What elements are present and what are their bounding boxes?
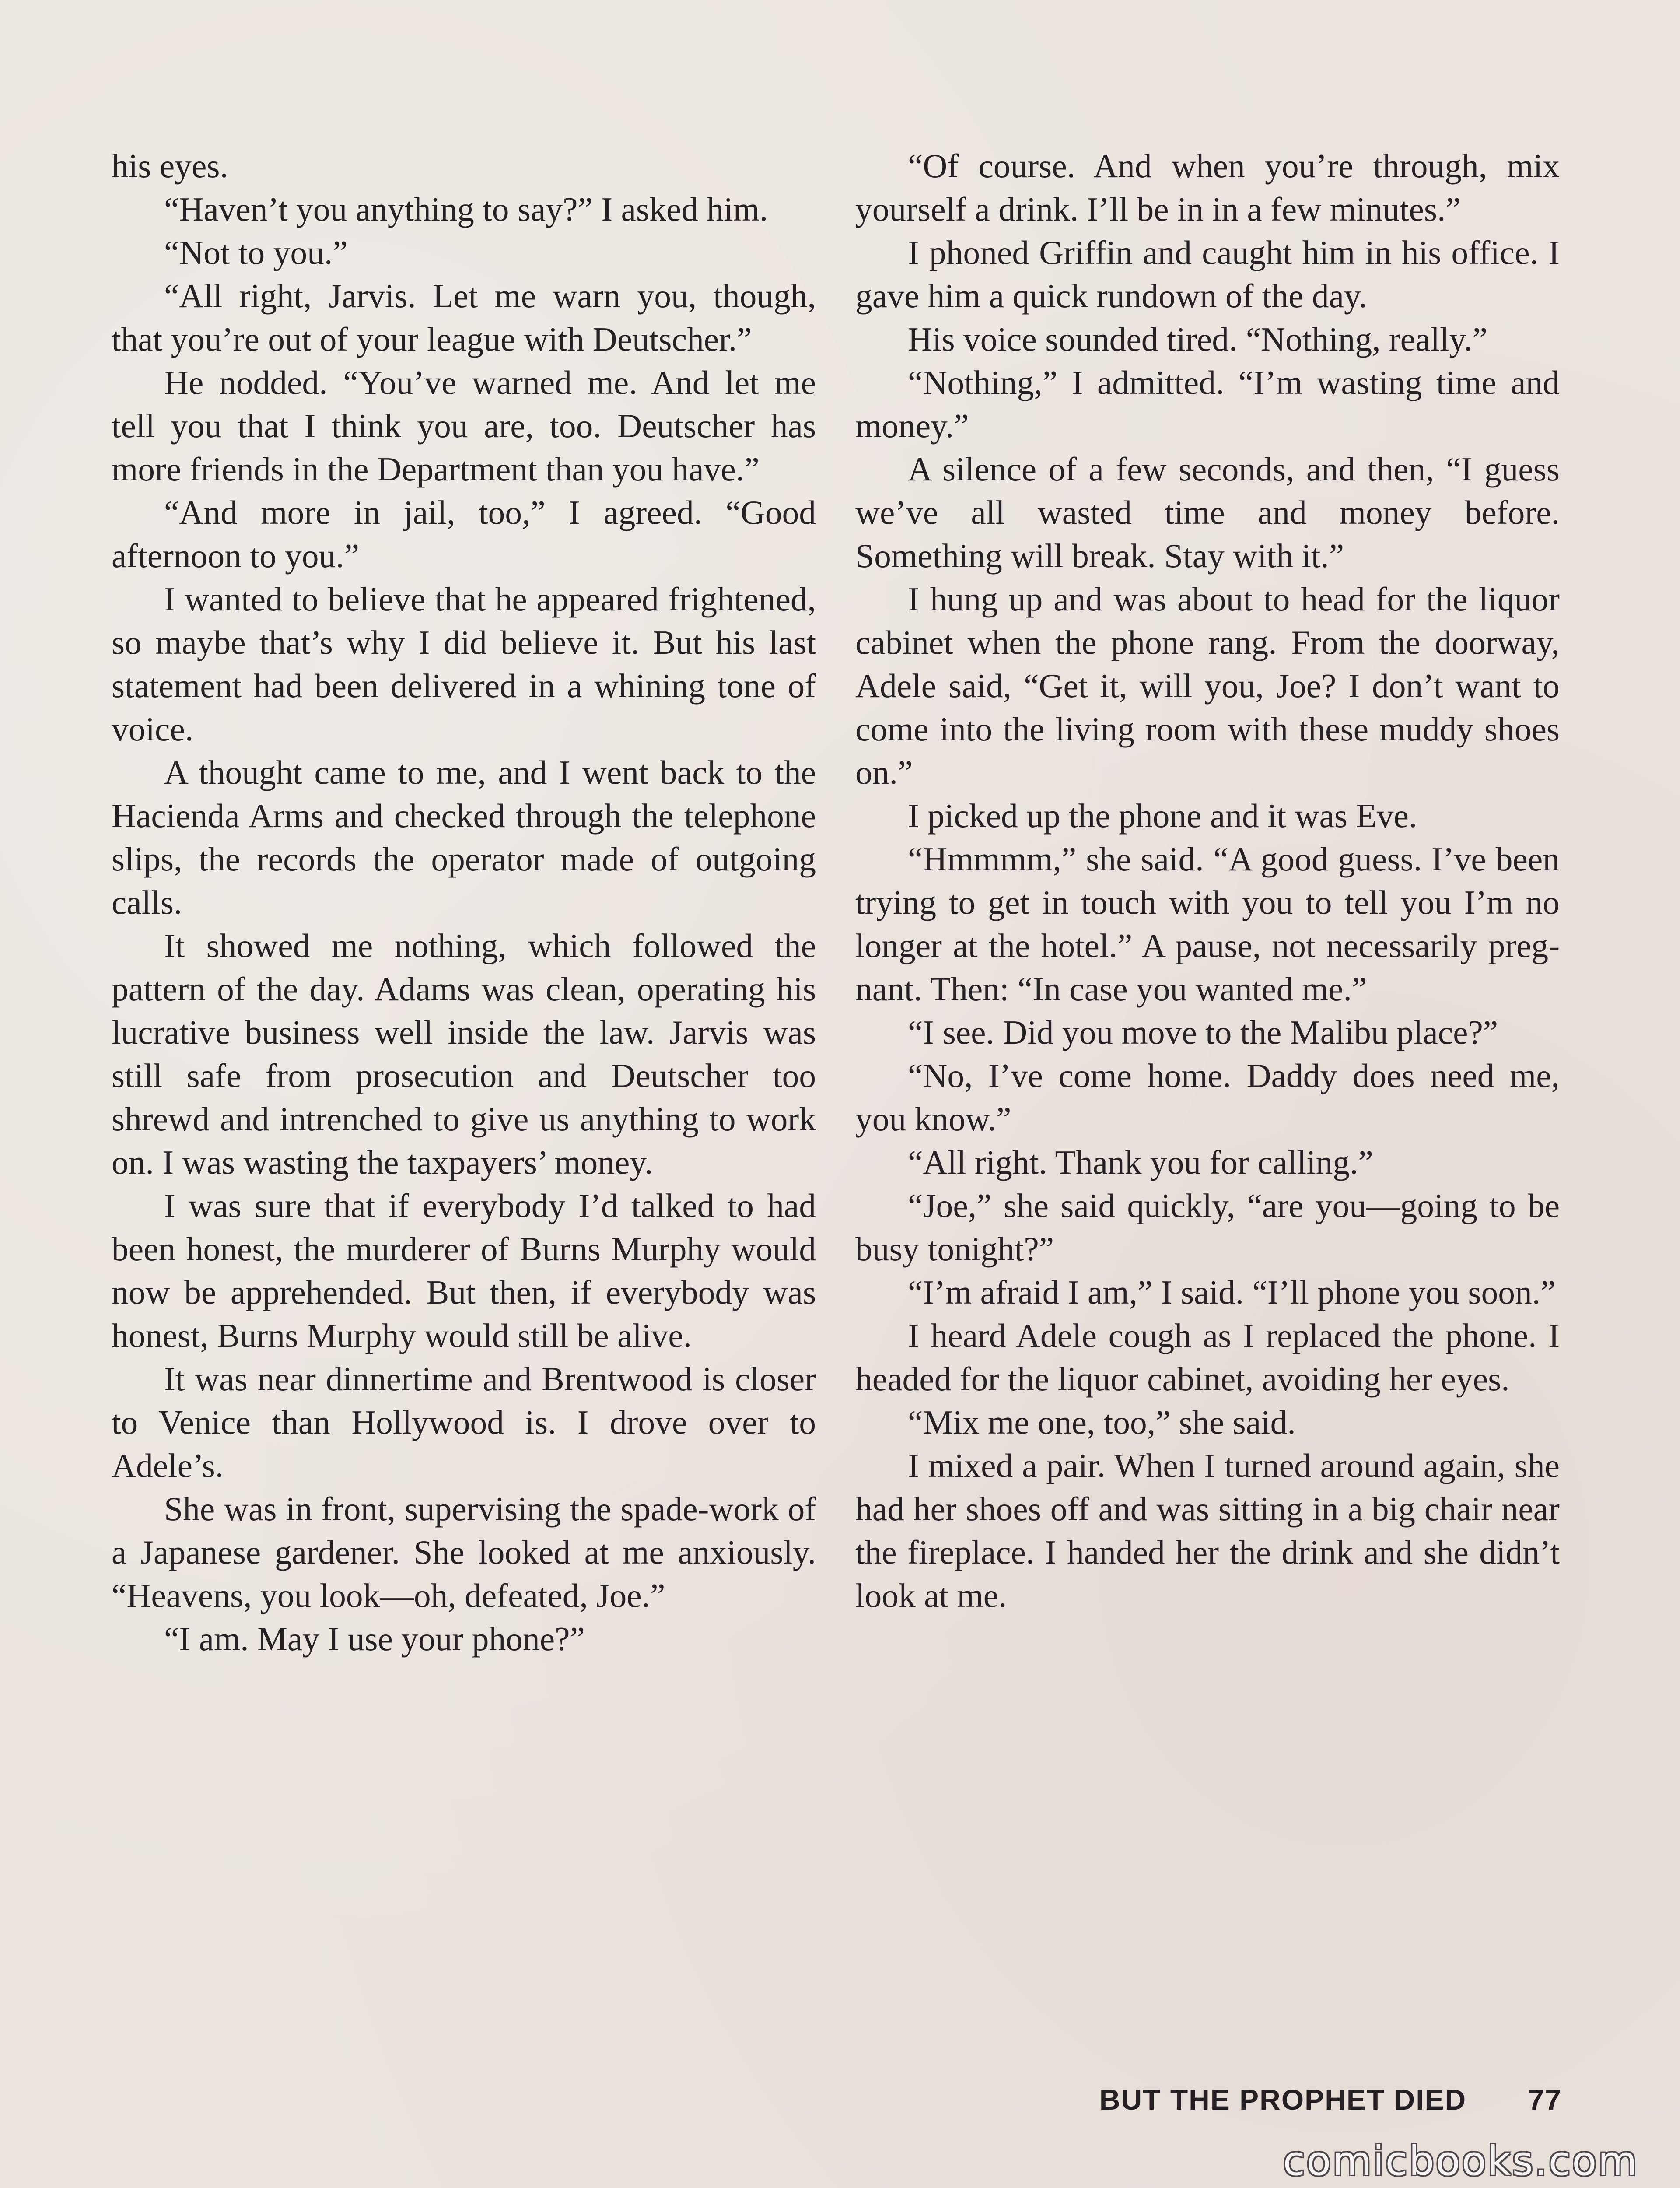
paragraph: “Nothing,” I admitted. “I’m wasting time and money.” bbox=[855, 364, 1560, 445]
paragraph: “All right, Jarvis. Let me warn you, though, that you’re out of your league with Deutscher.” bbox=[112, 277, 816, 358]
paragraph: “I see. Did you move to the Malibu place?” bbox=[908, 1013, 1498, 1051]
paragraph: “Of course. And when you’re through, mix yourself a drink. I’ll be in in a few minutes.” bbox=[855, 147, 1560, 228]
paragraph: “I’m afraid I am,” I said. “I’ll phone you soon.” bbox=[908, 1273, 1556, 1311]
paragraph: I mixed a pair. When I turned around again, she had her shoes off and was sitting in a big chair near the fireplace. I handed her the drink and she didn’t look at me. bbox=[855, 1447, 1560, 1614]
paragraph: I heard Adele cough as I replaced the phone. I headed for the liquor cabinet, avoiding her eyes. bbox=[855, 1317, 1560, 1398]
paragraph: I was sure that if everybody I’d talked to had been honest, the murderer of Burns Murphy would now be apprehended. But then, if everybody was honest, Burns Murphy would still be alive. bbox=[112, 1187, 816, 1354]
paragraph: It showed me nothing, which followed the pattern of the day. Adams was clean, operating his lucrative business well inside the law. Jarvis was still safe from prosecution and Deutscher too shrewd and intrenched to give us anything to work on. I was wasting the taxpayers’ money. bbox=[112, 927, 816, 1181]
paragraph: his eyes. bbox=[112, 147, 228, 185]
paragraph: “I am. May I use your phone?” bbox=[164, 1620, 585, 1658]
paragraph: I picked up the phone and it was Eve. bbox=[908, 797, 1418, 835]
paragraph: She was in front, supervising the spade-work of a Japanese gardener. She looked at me anxiously. “Heavens, you look—oh, defeated, Joe.” bbox=[112, 1490, 816, 1614]
paragraph: “Not to you.” bbox=[164, 234, 348, 271]
paragraph: A thought came to me, and I went back to the Hacienda Arms and checked through the telephone slips, the records the operator made of outgoing calls. bbox=[112, 754, 816, 921]
paragraph: “All right. Thank you for calling.” bbox=[908, 1143, 1373, 1181]
paragraph: I hung up and was about to head for the liquor cabinet when the phone rang. From the doorway, Adele said, “Get it, will you, Joe? I don’t want to come into the living room with these muddy shoes on.” bbox=[855, 580, 1560, 791]
paragraph: It was near dinnertime and Brentwood is closer to Venice than Hollywood is. I drove over to Adele’s. bbox=[112, 1360, 816, 1484]
paragraph: “Mix me one, too,” she said. bbox=[908, 1403, 1296, 1441]
page-footer bbox=[1099, 2083, 1562, 2116]
right-text-column bbox=[855, 144, 1560, 1617]
paragraph: His voice sounded tired. “Nothing, really.” bbox=[908, 320, 1488, 358]
paragraph: A silence of a few seconds, and then, “I guess we’ve all wasted time and money before. Something will break. Stay with it.” bbox=[855, 450, 1560, 575]
paragraph: “Hmmmm,” she said. “A good guess. I’ve been trying to get in touch with you to tell you I’m no longer at the hotel.” A pause, not necessarily pregnant. Then: “In case you wanted me.” bbox=[855, 840, 1560, 1008]
paragraph: He nodded. “You’ve warned me. And let me tell you that I think you are, too. Deutscher has more friends in the Department than you have.” bbox=[112, 364, 816, 488]
paragraph: I wanted to believe that he appeared frightened, so maybe that’s why I did believe it. But his last statement had been delivered in a whining tone of voice. bbox=[112, 580, 816, 748]
paragraph: “And more in jail, too,” I agreed. “Good afternoon to you.” bbox=[112, 494, 816, 575]
paragraph: I phoned Griffin and caught him in his office. I gave him a quick rundown of the day. bbox=[855, 234, 1560, 315]
watermark: comicbooks.com bbox=[1283, 2138, 1638, 2184]
paragraph: “Haven’t you anything to say?” I asked him. bbox=[164, 190, 768, 228]
paragraph: “No, I’ve come home. Daddy does need me, you know.” bbox=[855, 1057, 1560, 1138]
left-text-column bbox=[112, 144, 816, 1661]
page-number: 77 bbox=[1528, 2083, 1562, 2116]
paragraph: “Joe,” she said quickly, “are you—going to be busy tonight?” bbox=[855, 1187, 1560, 1268]
running-title: BUT THE PROPHET DIED bbox=[1099, 2083, 1467, 2116]
